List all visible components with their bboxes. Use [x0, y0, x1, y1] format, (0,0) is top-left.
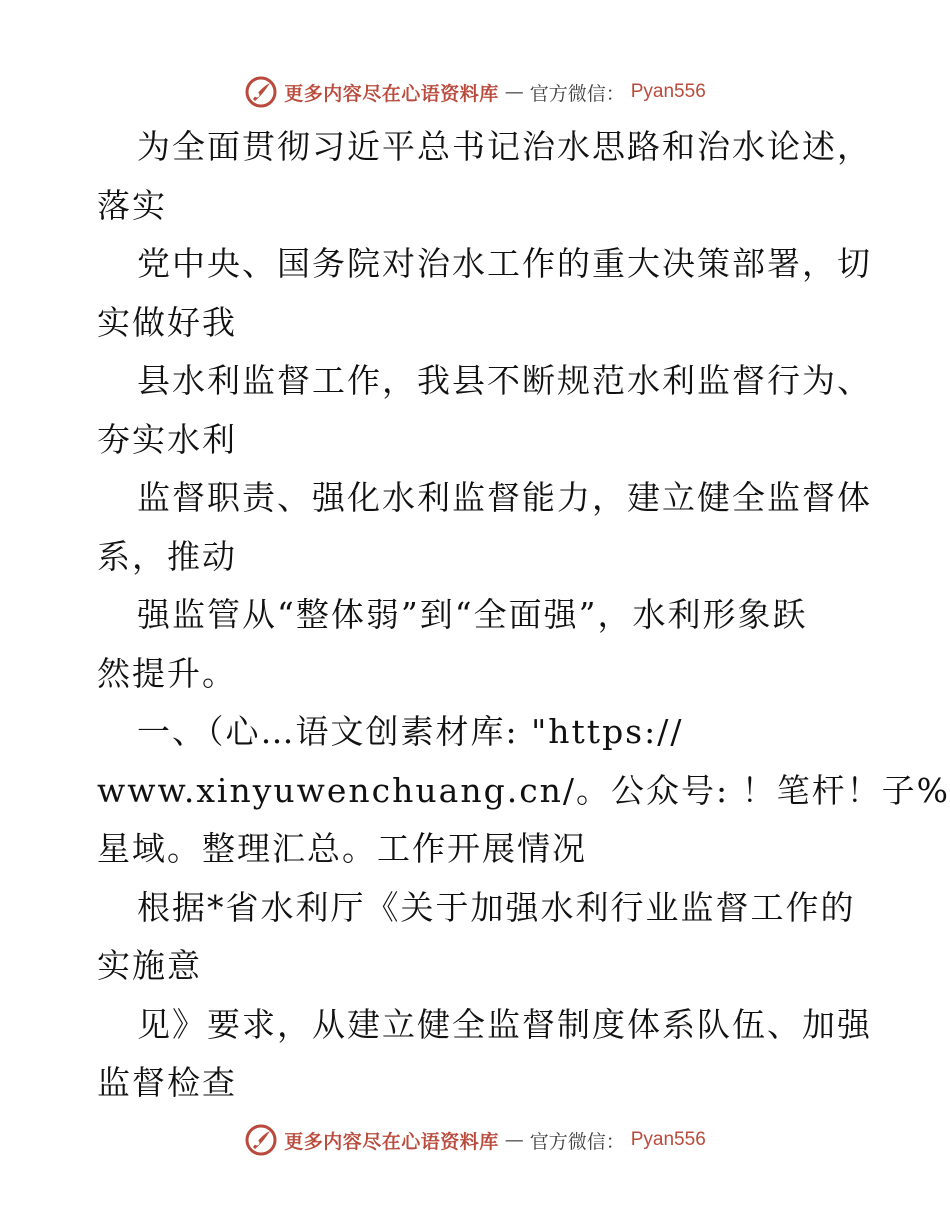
document-body: [97, 118, 950, 1113]
watermark-wechat-label: 官方微信：: [529, 1130, 625, 1153]
text-line: 为全面贯彻习近平总书记治水思路和治水论述，: [137, 127, 872, 166]
watermark-brand: 更多内容尽在心语资料库: [284, 1130, 499, 1153]
quill-logo-icon: [244, 75, 278, 109]
text-line: 监督职责、强化水利监督能力，建立健全监督体: [137, 478, 872, 517]
text-line: 然提升。: [97, 653, 237, 693]
text-line: 县水利监督工作，我县不断规范水利监督行为、: [137, 361, 872, 400]
quill-logo-icon: [244, 1123, 278, 1157]
text-line: 实做好我: [97, 302, 237, 342]
text-line: 一、（心…语文创素材库: "https://: [137, 712, 684, 751]
text-line: 星域。整理汇总。工作开展情况: [97, 829, 587, 868]
text-line: 党中央、国务院对治水工作的重大决策部署，切: [137, 244, 872, 283]
watermark-wechat-id: Pyan556: [630, 81, 706, 102]
footer-watermark: [0, 1118, 950, 1162]
text-line: 强监管从“整体弱”到“全面强”，水利形象跃: [137, 595, 808, 634]
watermark-dash: —: [504, 81, 524, 103]
text-line: 根据*省水利厅《关于加强水利行业监督工作的: [137, 887, 856, 927]
watermark-wechat-label: 官方微信：: [529, 82, 625, 105]
watermark-brand: 更多内容尽在心语资料库: [284, 82, 499, 105]
watermark-dash: —: [504, 1129, 524, 1151]
text-line: 见》要求，从建立健全监督制度体系队伍、加强: [137, 1004, 872, 1044]
header-watermark: [0, 70, 950, 114]
text-line: 实施意: [97, 946, 202, 985]
text-line: 监督检查: [97, 1063, 237, 1102]
text-line: www.xinyuwenchuang.cn/。公众号: ！笔杆！子%: [97, 770, 950, 810]
watermark-wechat-id: Pyan556: [630, 1129, 706, 1150]
text-line: 落实: [97, 185, 167, 225]
text-line: 系，推动: [97, 536, 237, 576]
text-line: 夯实水利: [97, 419, 237, 459]
